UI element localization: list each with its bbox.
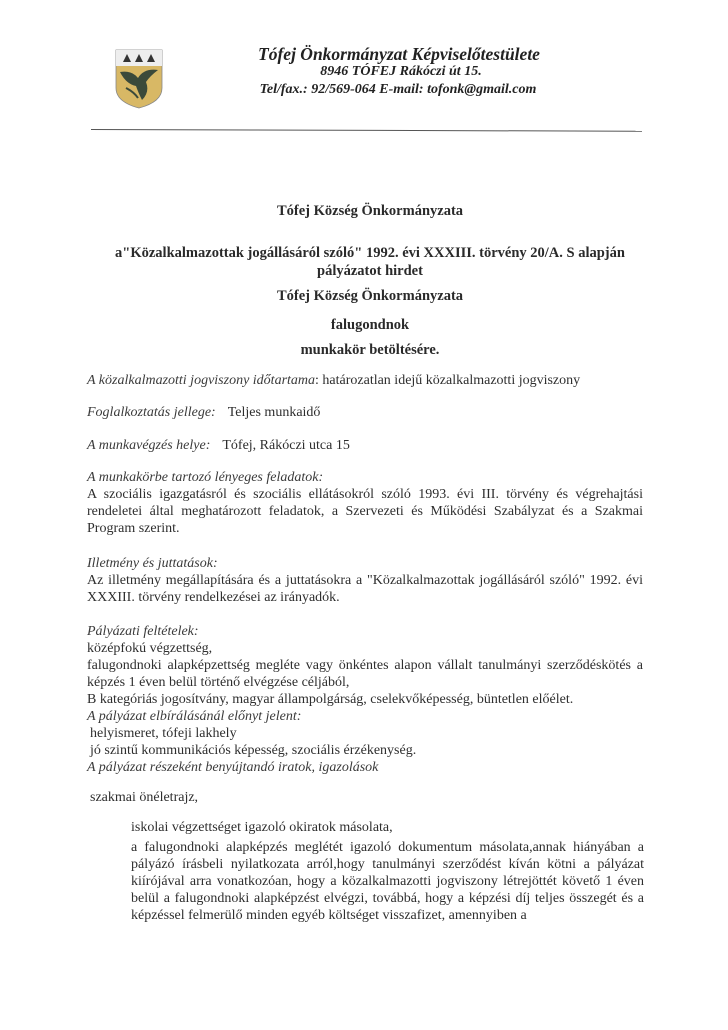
- issuer-heading: Tófej Község Önkormányzata: [276, 203, 464, 219]
- condition-item: középfokú végzettség,: [87, 641, 213, 656]
- workplace-label: A munkavégzés helye:: [87, 438, 211, 453]
- letterhead-contact: Tel/fax.: 92/569-064 E-mail: tofonk@gmail.com: [259, 82, 537, 97]
- condition-item: B kategóriás jogosítvány, magyar állampolgárság, cselekvőképesség, büntetlen előélet.: [87, 692, 574, 707]
- legal-basis-text: a"Közalkalmazottak jogállásáról szóló" 1992. évi XXXIII. törvény 20/A. S alapján: [115, 245, 625, 261]
- salary-section: [87, 555, 643, 606]
- salary-text: Az illetmény megállapítására és a juttatásokra a "Közalkalmazottak jogállásáról szóló" 1992. évi XXXIII. törvény rendelkezései az irányadók.: [87, 573, 643, 605]
- conditions-label: Pályázati feltételek:: [87, 624, 199, 639]
- advantage-item: helyismeret, tófeji lakhely: [90, 726, 237, 741]
- conditions-section: [87, 623, 643, 776]
- position-suffix-heading: munkakör betöltésére.: [300, 342, 440, 358]
- employment-type-label: Foglalkoztatás jellege:: [87, 405, 216, 420]
- document-item: a falugondnoki alapképzés meglétét igazoló dokumentum másolata,annak hiányában a pályázó írásbeli nyilatkozata arról,hogy tanulmányi szerződést kíván kötni a pályázat kiírójával arra vonatkozóan, hogy a közalkalmazotti jogviszony létrejöttét követő 1 éven belül a falugondnoki alapképzést elvégzi, továbbá, hogy a képzési díj teljes összegét és a képzéssel felmerülő minden egyéb költséget visszafizet, amennyiben a: [131, 840, 644, 923]
- letterhead-organization: Tófej Önkormányzat Képviselőtestülete: [258, 44, 540, 64]
- employment-type-value: Teljes munkaidő: [227, 405, 321, 420]
- condition-item: falugondnoki alapképzettség megléte vagy önkéntes alapon vállalt tanulmányi szerződéskötés a képzés 1 éven belül történő elvégzése céljából,: [87, 658, 643, 690]
- duration-field: [87, 372, 643, 389]
- position-heading: falugondnok: [330, 317, 410, 333]
- announcement-text: pályázatot hirdet: [317, 263, 423, 279]
- duties-text: A szociális igazgatásról és szociális ellátásokról szóló 1993. évi III. törvény és végrehajtási rendeletei által meghatározott feladatok, a Szervezeti és Működési Szabályzat és a Szakmai Program szerint.: [87, 487, 643, 536]
- duration-value: : határozatlan idejű közalkalmazotti jogviszony: [315, 373, 581, 388]
- employment-type-field: [87, 404, 643, 421]
- advantage-item: jó szintű kommunikációs képesség, szociális érzékenység.: [90, 743, 417, 758]
- advantages-label: A pályázat elbírálásánál előnyt jelent:: [87, 709, 302, 724]
- issuer-repeat-heading: Tófej Község Önkormányzata: [276, 288, 464, 304]
- duties-section: [87, 469, 643, 537]
- salary-label: Illetmény és juttatások:: [87, 556, 218, 571]
- documents-label: A pályázat részeként benyújtandó iratok, igazolások: [87, 760, 379, 775]
- document-item: szakmai önéletrajz,: [90, 790, 199, 805]
- workplace-value: Tófej, Rákóczi utca 15: [222, 438, 350, 453]
- duration-label: A közalkalmazotti jogviszony időtartama: [87, 373, 316, 388]
- document-item: iskolai végzettséget igazoló okiratok másolata,: [131, 820, 393, 835]
- legal-basis-heading: [80, 244, 660, 280]
- workplace-field: [87, 437, 643, 454]
- letterhead-divider: [91, 129, 642, 132]
- duties-label: A munkakörbe tartozó lényeges feladatok:: [87, 470, 324, 485]
- letterhead-address: 8946 TÓFEJ Rákóczi út 15.: [320, 64, 482, 79]
